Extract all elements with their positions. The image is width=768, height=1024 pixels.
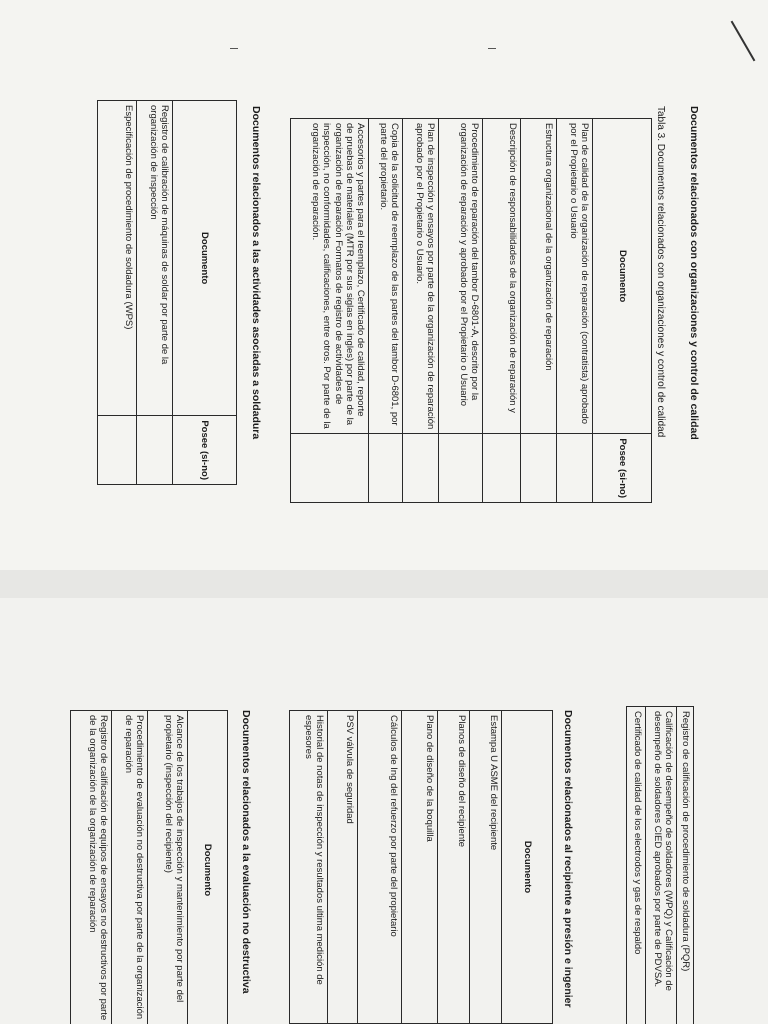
section-heading-welding: Documentos relacionados a las actividades asociadas a soldadura [250, 106, 262, 440]
cell-document: Cálculos de Ing del refuerzo por parte del propietario [358, 711, 402, 1024]
table-row [627, 707, 646, 1024]
table-welding-continued [626, 706, 694, 1024]
table-row [112, 711, 148, 1024]
table-row [358, 711, 402, 1024]
cell-posee [483, 434, 521, 503]
column-header-posee: Posee (si-no) [593, 434, 652, 503]
table-row [98, 101, 137, 485]
table-welding-activities [97, 100, 237, 485]
cell-document: Estampa U ASME del recipiente [470, 711, 502, 1024]
cell-document: PSV válvula de seguridad [328, 711, 358, 1024]
cell-document: Calificación de desempeño de soldadores (WPQ) y Calificación de desempeño de soldadores CIED aprobados por parte de PDVSA. [645, 707, 676, 1024]
cell-posee [291, 434, 369, 503]
table-header-row [188, 711, 228, 1024]
cell-posee [369, 434, 403, 503]
cell-document: Alcance de los trabajos de inspección y mantenimiento por parte del propietario (inspección del recipiente) [148, 711, 188, 1024]
scan-speck [230, 48, 238, 49]
table-row [291, 119, 369, 503]
cell-document: Plano de diseño de la boquilla [402, 711, 438, 1024]
table-header-row [502, 711, 553, 1024]
table-row [645, 707, 676, 1024]
pen-mark [731, 21, 756, 62]
section-heading-organizations: Documentos relacionados con organizaciones y control de calidad [688, 106, 700, 440]
table-caption: Tabla 3. Documentos relacionados con organizaciones y control de calidad [655, 106, 666, 438]
page-gap [0, 570, 768, 598]
table-row [677, 707, 694, 1024]
table-row [483, 119, 521, 503]
cell-posee [557, 434, 593, 503]
cell-document: Estructura organizacional de la organización de reparación [521, 119, 557, 434]
table-row [71, 711, 112, 1024]
table-row [148, 711, 188, 1024]
cell-document: Registro de calibración de máquinas de soldar por parte de la organización de inspección [137, 101, 173, 416]
cell-document: Registro de calificación de procedimiento de soldadura (PQR) [677, 707, 694, 1024]
table-ndt [70, 710, 228, 1024]
table-header-row [173, 101, 237, 485]
cell-document: Plan de inspección y ensayos por parte de la organización de reparación aprobado por el Propietario o Usuario. [403, 119, 439, 434]
cell-document: Historial de notas de inspección y resultados ultima medición de espesores [290, 711, 328, 1024]
cell-document: Especificación de procedimiento de soldadura (WPS) [98, 101, 137, 416]
table-organizations-quality [290, 118, 652, 503]
column-header-documento: Documento [173, 101, 237, 416]
section-heading-ndt: Documentos relacionados a la evaluación no destructiva [240, 710, 252, 994]
column-header-posee: Posee (si-no) [173, 416, 237, 485]
cell-document: Copia de la solicitud de reemplazo de las partes del tambor D-6801, por parte del propietario. [369, 119, 403, 434]
cell-posee [439, 434, 483, 503]
cell-posee [403, 434, 439, 503]
scan-speck [488, 48, 496, 49]
table-row [438, 711, 470, 1024]
cell-posee [137, 416, 173, 485]
table-row [328, 711, 358, 1024]
column-header-documento: Documento [593, 119, 652, 434]
table-row [137, 101, 173, 485]
section-heading-pressure-vessel: Documentos relacionados al recipiente a presión e ingenier [562, 710, 574, 1008]
cell-document: Planos de diseño del recipiente [438, 711, 470, 1024]
cell-document: Registro de calificación de equipos de ensayos no destructivos por parte de la organización de la organización de reparación [71, 711, 112, 1024]
cell-posee [521, 434, 557, 503]
table-row [470, 711, 502, 1024]
document-page-bottom [0, 598, 768, 1024]
cell-document: Descripción de responsabilidades de la organización de reparación y [483, 119, 521, 434]
table-row [439, 119, 483, 503]
column-header-documento: Documento [502, 711, 553, 1024]
cell-document: Procedimiento de reparación del tambor D-6801-A, descrito por la organización de reparación y aprobado por el Propietario o Usuario [439, 119, 483, 434]
column-header-documento: Documento [188, 711, 228, 1024]
cell-document: Plan de calidad de la organización de reparación (contratista) aprobado por el Propietario o Usuario [557, 119, 593, 434]
table-row [521, 119, 557, 503]
table-header-row [593, 119, 652, 503]
table-row [290, 711, 328, 1024]
cell-document: Certificado de calidad de los electrodos y gas de respaldo [627, 707, 646, 1024]
cell-document: Accesorios y partes para el reemplazo, Certificado de calidad, reporte de pruebas de materiales (MTR por sus siglas en ingles) por parte de la organización de reparación Formatos de registro de actividades de inspección, no conformidades, calificaciones, entre otros. Por parte de la organización de reparación. [291, 119, 369, 434]
table-row [557, 119, 593, 503]
table-row [369, 119, 403, 503]
cell-posee [98, 416, 137, 485]
table-row [403, 119, 439, 503]
cell-document: Procedimiento de evaluación no destructiva por parte de la organización de reparación [112, 711, 148, 1024]
table-row [402, 711, 438, 1024]
table-pressure-vessel [289, 710, 553, 1024]
